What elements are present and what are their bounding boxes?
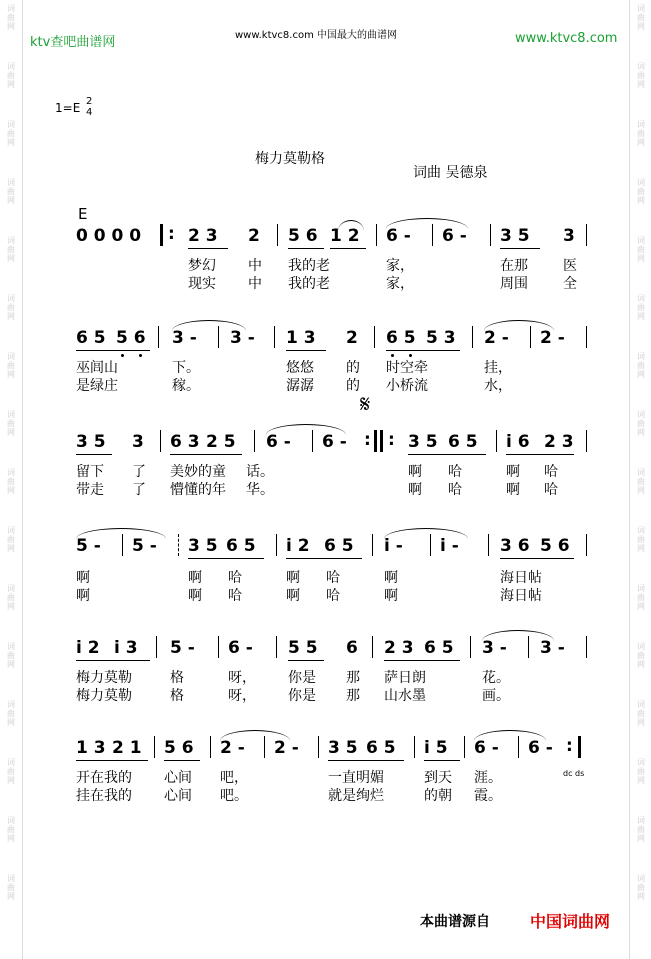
lyric: 啊 — [76, 570, 90, 586]
tie-arc — [482, 630, 554, 641]
lyric: 画。 — [482, 688, 510, 704]
beam-underline — [384, 660, 460, 661]
lyric: 啊 — [408, 482, 422, 498]
note-group: 2 1 — [112, 738, 142, 758]
barline — [374, 326, 375, 348]
lyric: 啊 — [384, 570, 398, 586]
note-group: 1 3 — [76, 738, 106, 758]
note-group: i - — [384, 536, 403, 556]
barline — [178, 534, 180, 556]
note-group: 5 - — [132, 536, 157, 556]
barline — [376, 224, 377, 246]
lyric: 悠悠 — [286, 360, 314, 376]
note-group: 2 - — [274, 738, 299, 758]
repeat-start-barline — [160, 224, 163, 246]
note-group: i 6 — [506, 432, 530, 452]
side-watermark-text: 词 曲 网 — [7, 816, 15, 843]
lyric: 现实 — [188, 276, 216, 292]
lyric: 山水墨 — [384, 688, 426, 704]
note-group: 0 0 0 0 — [76, 226, 142, 246]
lyric: 呀， — [228, 670, 256, 686]
beam-underline — [506, 454, 574, 455]
note-group: i - — [440, 536, 459, 556]
key-signature: 1=E — [55, 101, 81, 115]
lyric: 你是 — [288, 688, 316, 704]
left-watermark-strip — [0, 0, 23, 959]
time-signature-top: 2 — [86, 96, 93, 107]
side-watermark-text: 词 曲 网 — [637, 700, 645, 727]
beam-underline — [328, 760, 404, 761]
side-watermark-text: 词 曲 网 — [7, 62, 15, 89]
side-watermark-text: 词 曲 网 — [637, 236, 645, 263]
barline — [372, 534, 373, 556]
barline — [490, 224, 491, 246]
tie-arc — [384, 528, 468, 539]
note-group: 6 - — [266, 432, 291, 452]
lyric: 中 — [248, 276, 262, 292]
barline — [160, 430, 161, 452]
lyric: 到天 — [424, 770, 452, 786]
barline — [372, 636, 373, 658]
note-group: 6 5 — [324, 536, 354, 556]
note-group: 6 3 — [170, 432, 200, 452]
lyric: 啊 — [384, 588, 398, 604]
lyric: 巫闾山 — [76, 360, 118, 376]
note-group: 2 - — [484, 328, 509, 348]
lyric: 格 — [170, 670, 184, 686]
barline — [156, 636, 157, 658]
lyric: 带走 — [76, 482, 104, 498]
side-watermark-text: 词 曲 网 — [7, 584, 15, 611]
barline — [274, 326, 275, 348]
lyric: 心间 — [164, 788, 192, 804]
barline — [276, 534, 277, 556]
note-group: 2 — [248, 226, 260, 246]
tie-arc — [474, 730, 546, 741]
lyric: 时空牵 — [386, 360, 428, 376]
note-group: 6 5 — [226, 536, 256, 556]
tie-arc — [172, 320, 246, 331]
tie-arc — [484, 320, 554, 331]
note-group: 5 6 — [540, 536, 570, 556]
side-watermark-text: 词 曲 网 — [637, 352, 645, 379]
note-group: : — [168, 224, 175, 244]
note-group: 3 - — [482, 638, 507, 658]
beam-underline — [288, 660, 324, 661]
side-watermark-text: 词 曲 网 — [637, 758, 645, 785]
note-group: 5 - — [170, 638, 195, 658]
site-url-right[interactable]: www.ktvc8.com — [515, 31, 618, 46]
segno-sign: 𝄋 — [360, 390, 371, 418]
lyric: 全 — [563, 276, 577, 292]
note-group: 3 5 — [76, 432, 106, 452]
side-watermark-text: 词 曲 网 — [7, 410, 15, 437]
note-group: 6 5 — [76, 328, 106, 348]
barline — [254, 430, 255, 452]
song-title: 梅力莫勒格 — [255, 151, 325, 167]
side-watermark-text: 词 曲 网 — [7, 526, 15, 553]
lyric: 梅力莫勒 — [76, 670, 132, 686]
note-group: 3 5 — [188, 536, 218, 556]
lyric: 哈 — [326, 570, 340, 586]
note-group: 6 - — [386, 226, 411, 246]
site-banner[interactable]: www.ktvc8.com 中国最大的曲谱网 — [235, 30, 398, 41]
note-group: 3 5 — [408, 432, 438, 452]
beam-underline — [76, 660, 150, 661]
note-group: i 2 — [76, 638, 100, 658]
lyric: 吧， — [220, 770, 248, 786]
lyric: 在那 — [500, 258, 528, 274]
note-group: 3 6 — [500, 536, 530, 556]
note-group: 2 - — [540, 328, 565, 348]
beam-underline — [164, 760, 200, 761]
side-watermark-text: 词 曲 网 — [637, 410, 645, 437]
lyric: 哈 — [448, 464, 462, 480]
source-label: 本曲谱源自 — [420, 914, 490, 930]
slur-arc — [338, 220, 364, 231]
beam-underline — [286, 350, 326, 351]
repeat-end-barline — [374, 430, 377, 452]
lyric: 你是 — [288, 670, 316, 686]
note-group: 6 - — [322, 432, 347, 452]
lyric: 挂在我的 — [76, 788, 132, 804]
beam-underline — [76, 350, 150, 351]
note-group: 3 - — [230, 328, 255, 348]
barline — [586, 224, 587, 246]
side-watermark-text: 词 曲 网 — [637, 4, 645, 31]
side-watermark-text: 词 曲 网 — [637, 468, 645, 495]
dc-ds-mark: dc ds — [563, 769, 585, 778]
note-group: 3 - — [540, 638, 565, 658]
note-group: 6 - — [474, 738, 499, 758]
side-watermark-text: 词 曲 网 — [637, 642, 645, 669]
barline — [154, 736, 155, 758]
lyric: 挂， — [484, 360, 512, 376]
note-group: 6 - — [228, 638, 253, 658]
note-group: 2 5 — [206, 432, 236, 452]
tie-arc — [220, 730, 290, 741]
lyric: 话。 — [246, 464, 274, 480]
side-watermark-text: 词 曲 网 — [7, 642, 15, 669]
beam-underline — [286, 558, 362, 559]
beam-underline — [408, 454, 486, 455]
lyric: 啊 — [286, 588, 300, 604]
repeat-start-barline — [380, 430, 383, 452]
note-group: 1 3 — [286, 328, 316, 348]
beam-underline — [170, 454, 242, 455]
lyric: 家， — [386, 276, 414, 292]
lyric: 懵懂的年 — [170, 482, 226, 498]
beam-underline — [76, 760, 148, 761]
lyric: 啊 — [188, 570, 202, 586]
lyric: 哈 — [326, 588, 340, 604]
time-signature-bottom: 4 — [86, 107, 93, 118]
right-watermark-strip — [629, 0, 651, 959]
side-watermark-text: 词 曲 网 — [637, 584, 645, 611]
lyric: 那 — [346, 688, 360, 704]
barline — [586, 636, 587, 658]
barline — [488, 534, 489, 556]
side-watermark-text: 词 曲 网 — [7, 4, 15, 31]
lyric: 涯。 — [474, 770, 502, 786]
lyric: 那 — [346, 670, 360, 686]
side-watermark-text: 词 曲 网 — [7, 352, 15, 379]
lyric: 稼。 — [172, 378, 200, 394]
note-group: 6 — [346, 638, 358, 658]
side-watermark-text: 词 曲 网 — [7, 178, 15, 205]
note-group: 6 - — [442, 226, 467, 246]
lyric: 的 — [346, 360, 360, 376]
barline — [277, 224, 278, 246]
side-watermark-text: 词 曲 网 — [637, 816, 645, 843]
site-name-left[interactable]: ktv查吧曲谱网 — [30, 35, 116, 50]
lyric: 啊 — [506, 464, 520, 480]
lyric: 医 — [563, 258, 577, 274]
beam-underline — [288, 248, 324, 249]
lyric: 小桥流 — [386, 378, 428, 394]
side-watermark-text: 词 曲 网 — [7, 236, 15, 263]
note-group: 1 2 — [330, 226, 360, 246]
side-watermark-text: 词 曲 网 — [7, 700, 15, 727]
barline — [158, 326, 159, 348]
barline — [586, 534, 587, 556]
lyric: 萨日朗 — [384, 670, 426, 686]
note-group: 2 — [346, 328, 358, 348]
note-group: i 5 — [424, 738, 448, 758]
lyric: 啊 — [188, 588, 202, 604]
note-group: 3 — [563, 226, 575, 246]
barline — [414, 736, 415, 758]
beam-underline — [188, 248, 228, 249]
note-group: i 2 — [286, 536, 310, 556]
octave-dot — [409, 354, 412, 357]
side-watermark-text: 词 曲 网 — [637, 120, 645, 147]
lyric: 周围 — [500, 276, 528, 292]
lyric: 格 — [170, 688, 184, 704]
side-watermark-text: 词 曲 网 — [7, 120, 15, 147]
lyric: 家， — [386, 258, 414, 274]
lyric: 哈 — [448, 482, 462, 498]
note-group: i 3 — [114, 638, 138, 658]
note-group: 2 3 — [544, 432, 574, 452]
beam-underline — [188, 558, 264, 559]
note-group: : — [364, 430, 371, 450]
lyric: 华。 — [246, 482, 274, 498]
note-group: 5 3 — [426, 328, 456, 348]
lyric: 呀， — [228, 688, 256, 704]
beam-underline — [500, 558, 574, 559]
note-group: 2 3 — [384, 638, 414, 658]
lyric: 啊 — [506, 482, 520, 498]
lyric: 了 — [132, 464, 146, 480]
barline — [586, 430, 587, 452]
note-group: 2 3 — [188, 226, 218, 246]
barline — [276, 636, 277, 658]
side-watermark-text: 词 曲 网 — [7, 758, 15, 785]
lyric: 哈 — [228, 570, 242, 586]
note-group: 2 - — [220, 738, 245, 758]
time-signature — [86, 96, 92, 118]
lyric: 啊 — [408, 464, 422, 480]
note-group: 5 6 — [288, 226, 318, 246]
note-group: 3 — [132, 432, 144, 452]
lyric: 的朝 — [424, 788, 452, 804]
side-watermark-text: 词 曲 网 — [637, 526, 645, 553]
note-group: 6 5 — [424, 638, 454, 658]
section-label: E — [78, 205, 88, 223]
tie-arc — [266, 424, 346, 435]
lyric: 一直明媚 — [328, 770, 384, 786]
lyric: 霞。 — [474, 788, 502, 804]
lyric: 海日帖 — [500, 588, 542, 604]
side-watermark-text: 词 曲 网 — [637, 874, 645, 901]
tie-arc — [386, 218, 468, 229]
note-group: 6 5 — [448, 432, 478, 452]
octave-dot — [121, 354, 124, 357]
lyric: 梅力莫勒 — [76, 688, 132, 704]
note-group: 6 5 — [366, 738, 396, 758]
lyric: 梦幻 — [188, 258, 216, 274]
lyric: 花。 — [482, 670, 510, 686]
lyric: 心间 — [164, 770, 192, 786]
beam-underline — [424, 760, 460, 761]
barline — [210, 736, 211, 758]
barline — [218, 636, 219, 658]
lyric: 啊 — [76, 588, 90, 604]
repeat-end-barline — [578, 736, 581, 758]
lyric: 哈 — [544, 464, 558, 480]
side-watermark-text: 词 曲 网 — [7, 874, 15, 901]
lyric: 下。 — [172, 360, 200, 376]
note-group: 6 5 — [386, 328, 416, 348]
lyric: 吧。 — [220, 788, 248, 804]
lyric: 哈 — [544, 482, 558, 498]
lyric: 就是绚烂 — [328, 788, 384, 804]
lyric: 我的老 — [288, 276, 330, 292]
lyric: 水， — [484, 378, 512, 394]
lyric: 留下 — [76, 464, 104, 480]
barline — [470, 636, 471, 658]
note-group: 5 6 — [164, 738, 194, 758]
side-watermark-text: 词 曲 网 — [637, 294, 645, 321]
note-group: 3 5 — [328, 738, 358, 758]
octave-dot — [139, 354, 142, 357]
song-credit: 词曲 吴德泉 — [413, 165, 488, 181]
barline — [496, 430, 497, 452]
source-site-link[interactable]: 中国词曲网 — [530, 912, 611, 931]
barline — [472, 326, 473, 348]
beam-underline — [386, 350, 460, 351]
note-group: 5 5 — [288, 638, 318, 658]
side-watermark-text: 词 曲 网 — [7, 468, 15, 495]
beam-underline — [500, 248, 540, 249]
beam-underline — [76, 454, 112, 455]
side-watermark-text: 词 曲 网 — [7, 294, 15, 321]
lyric: 美妙的童 — [170, 464, 226, 480]
barline — [464, 736, 465, 758]
note-group: 5 6 — [116, 328, 146, 348]
octave-dot — [391, 354, 394, 357]
tie-arc — [76, 528, 166, 539]
lyric: 啊 — [286, 570, 300, 586]
lyric: 潺潺 — [286, 378, 314, 394]
side-watermark-text: 词 曲 网 — [637, 178, 645, 205]
side-watermark-text: 词 曲 网 — [637, 62, 645, 89]
lyric: 是绿庄 — [76, 378, 118, 394]
lyric: 海日帖 — [500, 570, 542, 586]
barline — [318, 736, 319, 758]
barline — [586, 326, 587, 348]
note-group: 3 - — [172, 328, 197, 348]
note-group: 5 - — [76, 536, 101, 556]
beam-underline — [330, 248, 366, 249]
lyric: 中 — [248, 258, 262, 274]
note-group: : — [388, 430, 395, 450]
lyric: 开在我的 — [76, 770, 132, 786]
note-group: : — [566, 736, 573, 756]
lyric: 了 — [132, 482, 146, 498]
note-group: 6 - — [528, 738, 553, 758]
note-group: 3 5 — [500, 226, 530, 246]
lyric: 哈 — [228, 588, 242, 604]
lyric: 的 — [346, 378, 360, 394]
lyric: 我的老 — [288, 258, 330, 274]
